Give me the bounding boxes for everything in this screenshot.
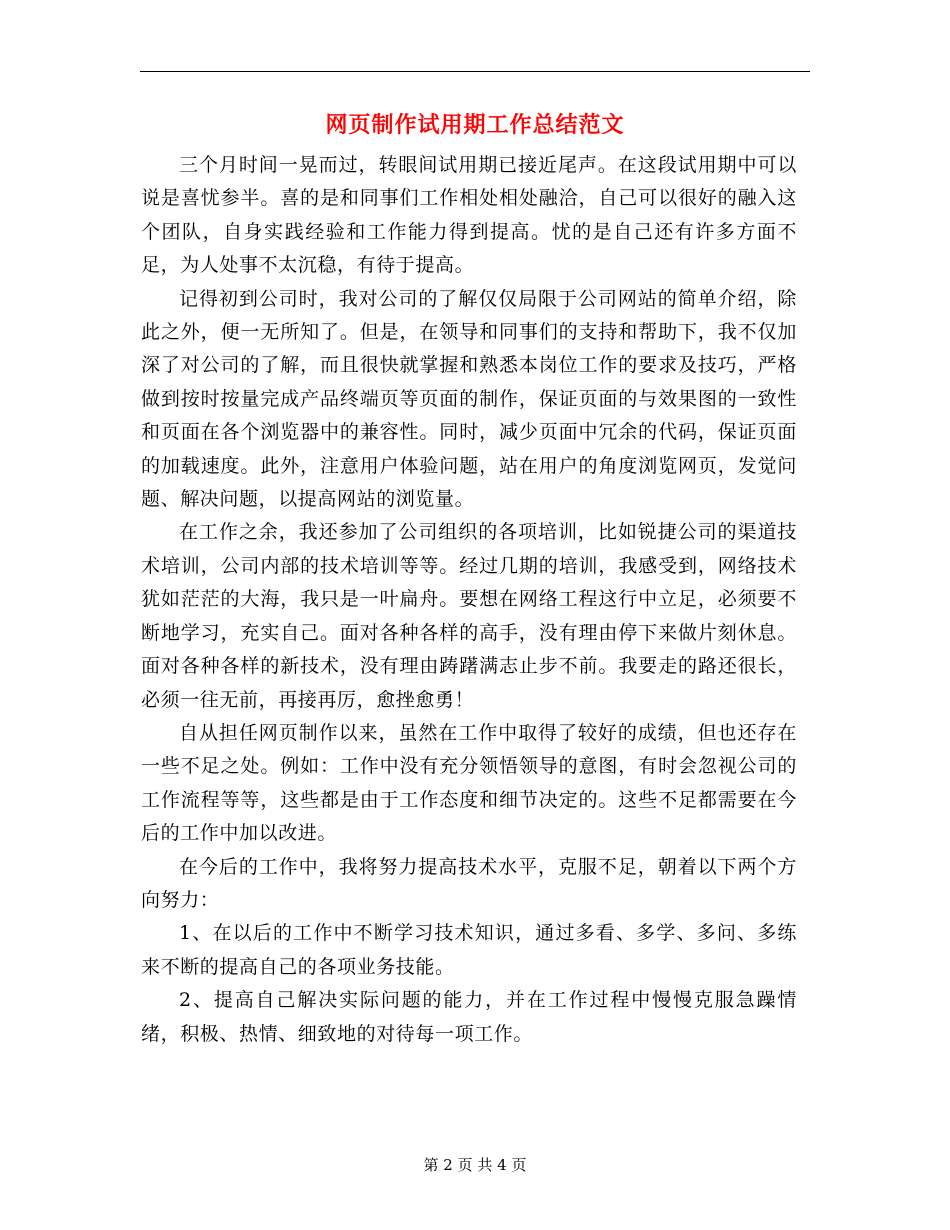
document-title: 网页制作试用期工作总结范文	[325, 113, 625, 138]
paragraph-intro: 三个月时间一晃而过，转眼间试用期已接近尾声。在这段试用期中可以说是喜忧参半。喜的是和同事们工作相处相处融洽，自己可以很好的融入这个团队，自身实践经验和工作能力得到提高。忧的是自己还有许多方面不足，为人处事不太沉稳，有待于提高。	[141, 154, 797, 277]
paragraph-training: 在工作之余，我还参加了公司组织的各项培训，比如锐捷公司的渠道技术培训，公司内部的技术培训等等。经过几期的培训，我感受到，网络技术犹如茫茫的大海，我只是一叶扁舟。要想在网络工程这行中立足，必须要不断地学习，充实自己。面对各种各样的高手，没有理由停下来做片刻休息。面对各种各样的新技术，没有理由踌躇满志止步不前。我要走的路还很长，必须一往无前，再接再厉，愈挫愈勇！	[141, 521, 797, 711]
footer-current-page: 2	[443, 1156, 453, 1174]
header-rule	[140, 71, 810, 72]
paragraph-goal-1: 1、在以后的工作中不断学习技术知识，通过多看、多学、多问、多练来不断的提高自己的各项业务技能。	[141, 922, 797, 978]
footer-suffix: 页	[511, 1156, 527, 1174]
footer-prefix: 第	[423, 1156, 439, 1174]
footer-total-pages: 4	[497, 1156, 507, 1174]
paragraph-shortcomings: 自从担任网页制作以来，虽然在工作中取得了较好的成绩，但也还存在一些不足之处。例如：工作中没有充分领悟领导的意图，有时会忽视公司的工作流程等等，这些都是由于工作态度和细节决定的。这些不足都需要在今后的工作中加以改进。	[141, 721, 797, 845]
paragraph-goal-2: 2、提高自己解决实际问题的能力，并在工作过程中慢慢克服急躁情绪，积极、热情、细致地的对待每一项工作。	[141, 989, 797, 1045]
paragraph-future-plan: 在今后的工作中，我将努力提高技术水平，克服不足，朝着以下两个方向努力：	[141, 855, 797, 911]
document-body	[141, 149, 797, 1051]
paragraph-onboarding: 记得初到公司时，我对公司的了解仅仅局限于公司网站的简单介绍，除此之外，便一无所知了。但是，在领导和同事们的支持和帮助下，我不仅加深了对公司的了解，而且很快就掌握和熟悉本岗位工作的要求及技巧，严格做到按时按量完成产品终端页等页面的制作，保证页面的与效果图的一致性和页面在各个浏览器中的兼容性。同时，减少页面中冗余的代码，保证页面的加载速度。此外，注意用户体验问题，站在用户的角度浏览网页，发觉问题、解决问题，以提高网站的浏览量。	[141, 287, 797, 511]
footer-middle: 页 共	[457, 1156, 493, 1174]
page-footer	[0, 1154, 950, 1176]
